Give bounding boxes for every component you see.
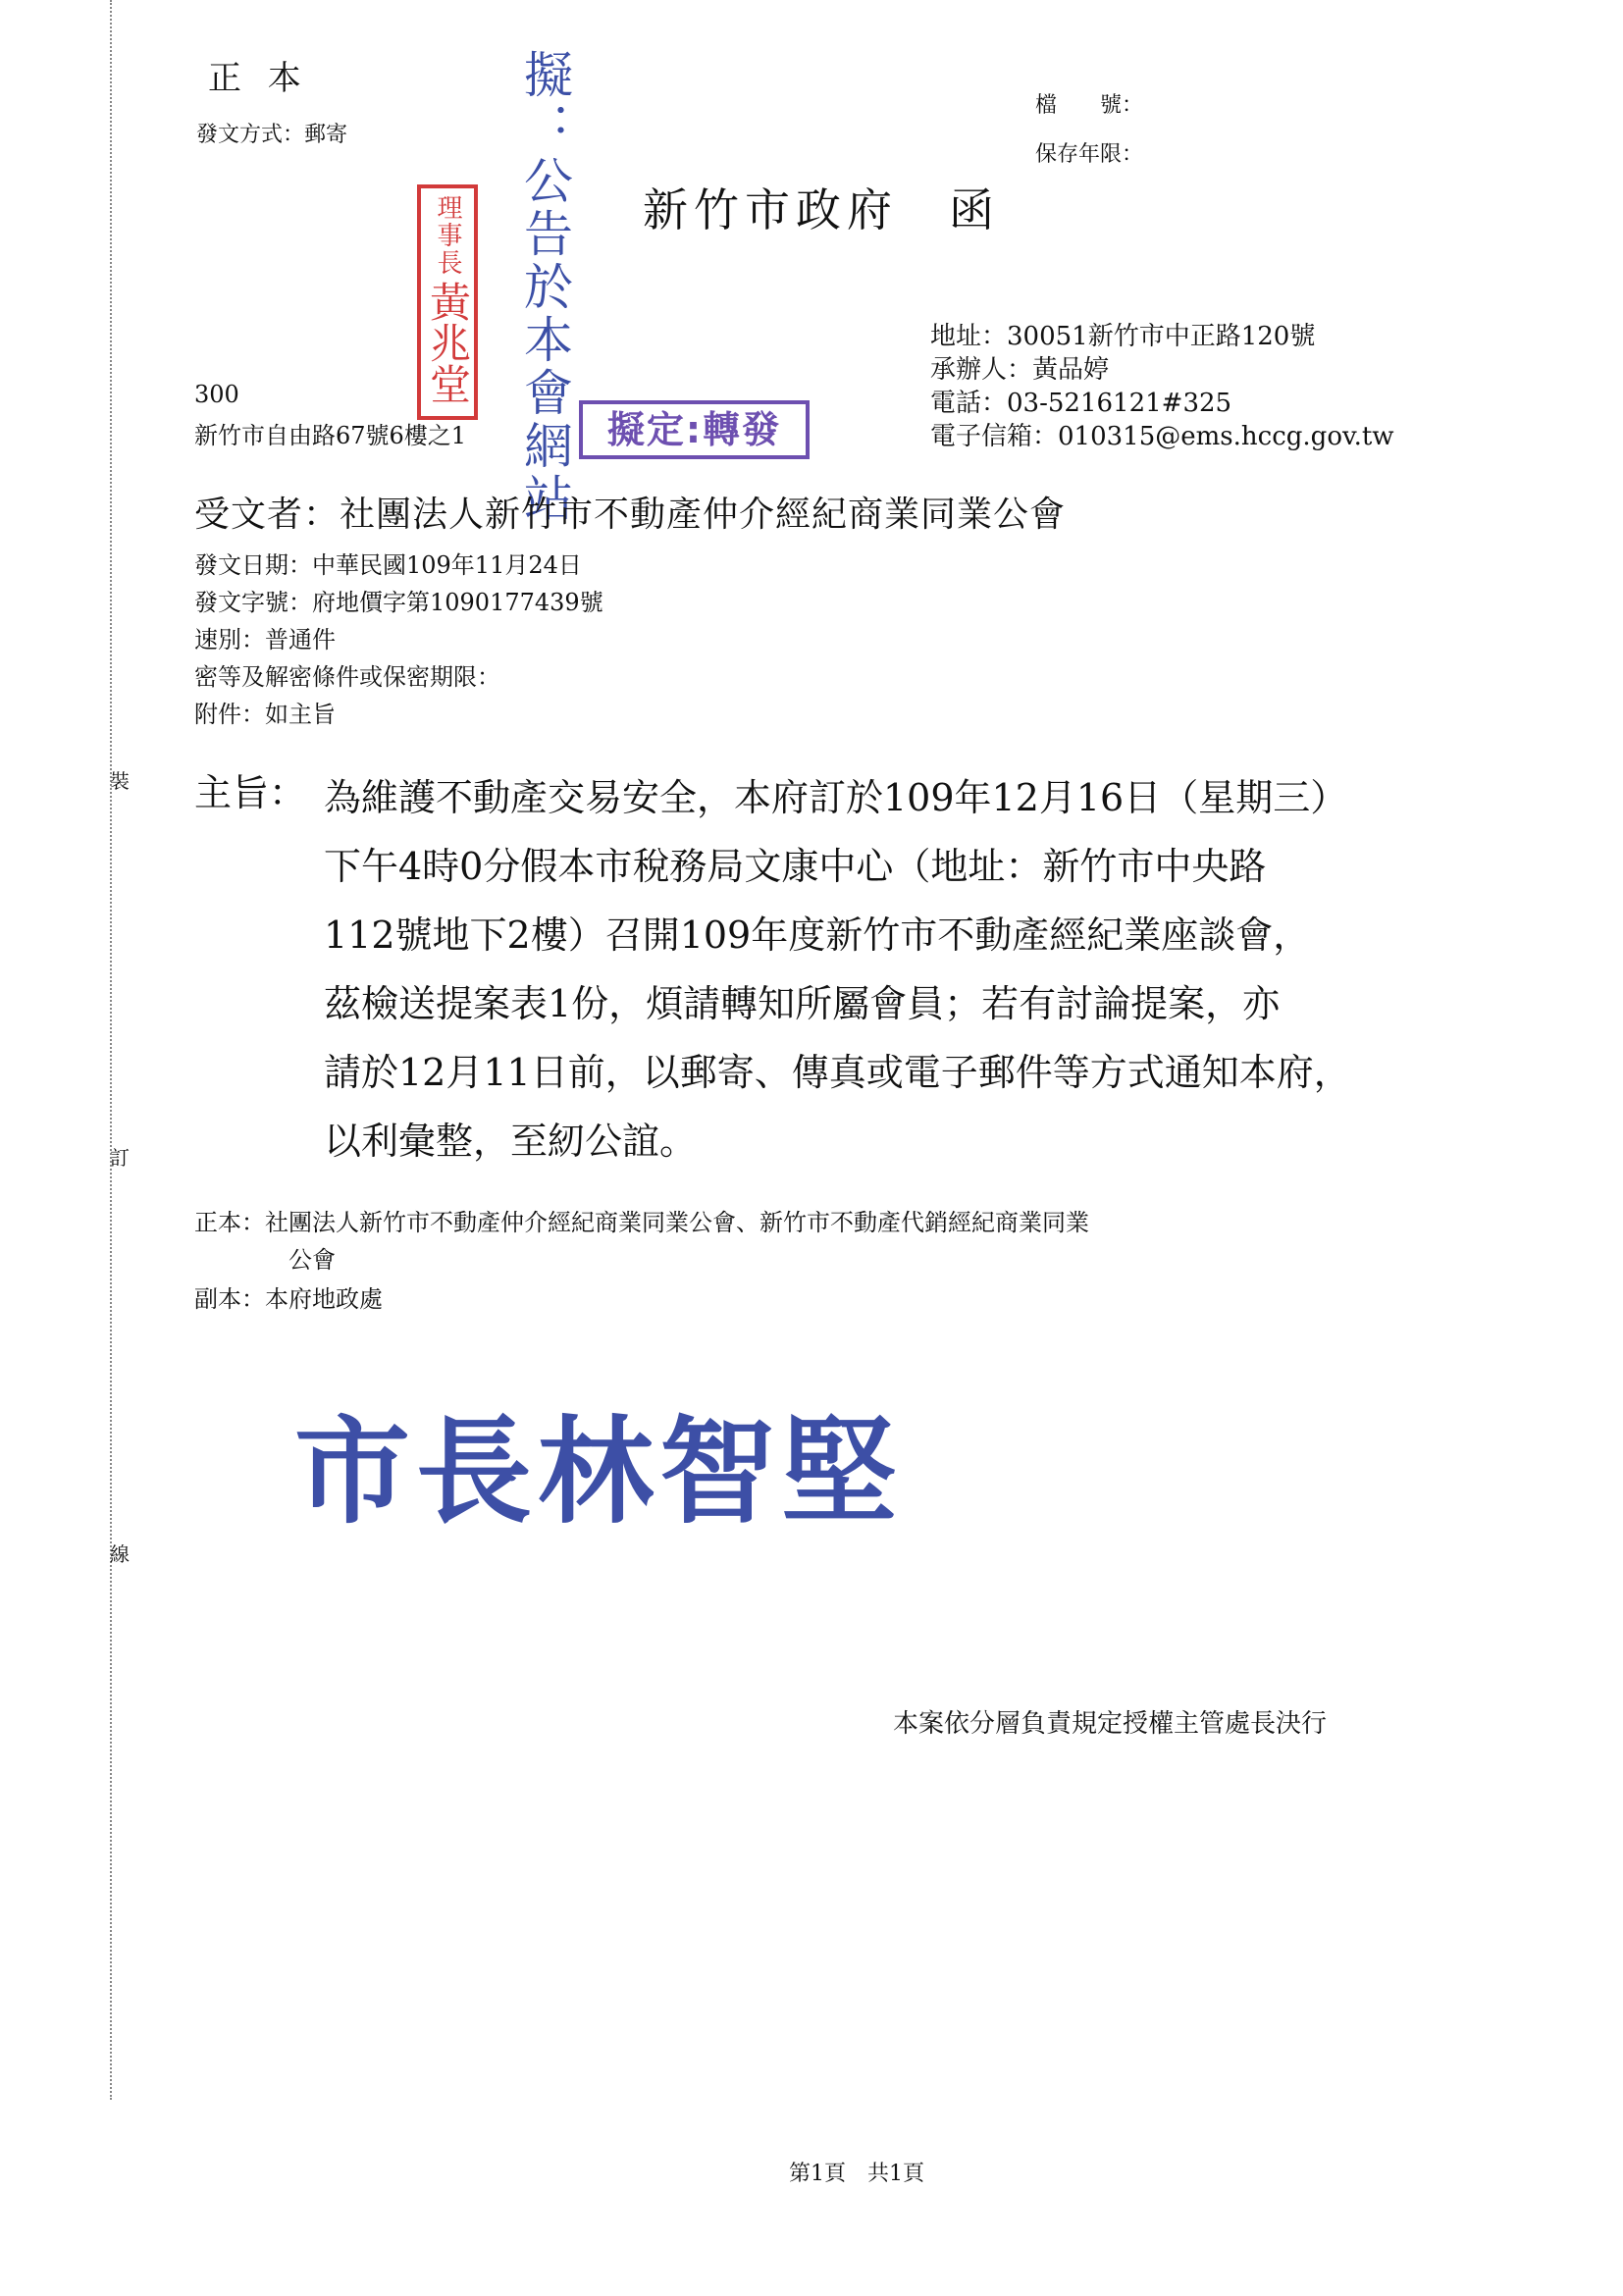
seal-line-1: 理事長 — [433, 194, 462, 277]
mayor-signature: 市長林智堅 — [294, 1404, 904, 1539]
subject-line-5: 請於12月11日前，以郵寄、傳真或電子郵件等方式通知本府， — [324, 1051, 1351, 1094]
delivery-speed: 速別：普通件 — [194, 626, 336, 653]
subject-line-4: 茲檢送提案表1份，煩請轉知所屬會員；若有討論提案，亦 — [324, 982, 1281, 1025]
sender-phone: 電話：03-5216121#325 — [930, 389, 1232, 418]
copy-type-label: 正 本 — [208, 59, 309, 98]
attachment-info: 附件：如主旨 — [194, 701, 336, 728]
seal-line-2: 黃兆堂 — [424, 281, 472, 404]
recipient-postal-code: 300 — [194, 381, 239, 408]
subject-line-3: 112號地下2樓）召開109年度新竹市不動產經紀業座談會， — [324, 913, 1311, 957]
chairman-seal — [417, 184, 478, 420]
cc-copy: 副本：本府地政處 — [194, 1285, 383, 1313]
sender-contact: 承辦人：黃品婷 — [930, 355, 1110, 385]
subject-label: 主旨： — [194, 771, 307, 814]
document-number: 發文字號：府地價字第1090177439號 — [194, 589, 603, 616]
send-method: 發文方式：郵寄 — [196, 123, 348, 147]
binding-mark-xian: 線 — [110, 1542, 130, 1566]
issue-date: 發文日期：中華民國109年11月24日 — [194, 551, 582, 579]
secrecy-level: 密等及解密條件或保密期限： — [194, 663, 500, 691]
binding-mark-ding: 訂 — [110, 1146, 130, 1170]
cc-original-line-1: 正本：社團法人新竹市不動產仲介經紀商業同業公會、新竹市不動產代銷經紀商業同業 — [194, 1209, 1089, 1236]
handwritten-note: 擬：公告於本會網站 — [516, 49, 573, 526]
subject-body — [324, 763, 1452, 1175]
subject-line-6: 以利彙整，至紉公誼。 — [324, 1120, 698, 1163]
authorization-note: 本案依分層負責規定授權主管處長決行 — [893, 1709, 1328, 1739]
sender-email: 電子信箱：010315@ems.hccg.gov.tw — [930, 422, 1394, 451]
document-title: 新竹市政府 函 — [643, 183, 1000, 236]
binding-mark-zhuang: 裝 — [110, 769, 130, 793]
page-info: 第1頁 共1頁 — [789, 2162, 924, 2186]
sender-address: 地址：30051新竹市中正路120號 — [930, 322, 1316, 351]
subject-line-2: 下午4時0分假本市稅務局文康中心（地址：新竹市中央路 — [324, 845, 1267, 888]
binding-dotted-line — [110, 0, 112, 2100]
recipient-line: 受文者：社團法人新竹市不動產仲介經紀商業同業公會 — [194, 495, 1067, 535]
subject-line-1: 為維護不動產交易安全，本府訂於109年12月16日（星期三） — [324, 776, 1348, 819]
file-number-label: 檔 號： — [1035, 93, 1144, 118]
recipient-address: 新竹市自由路67號6樓之1 — [194, 422, 467, 449]
retention-label: 保存年限： — [1035, 142, 1144, 167]
forward-stamp: 擬定:轉發 — [579, 400, 810, 459]
cc-original-line-2: 公會 — [288, 1246, 336, 1274]
